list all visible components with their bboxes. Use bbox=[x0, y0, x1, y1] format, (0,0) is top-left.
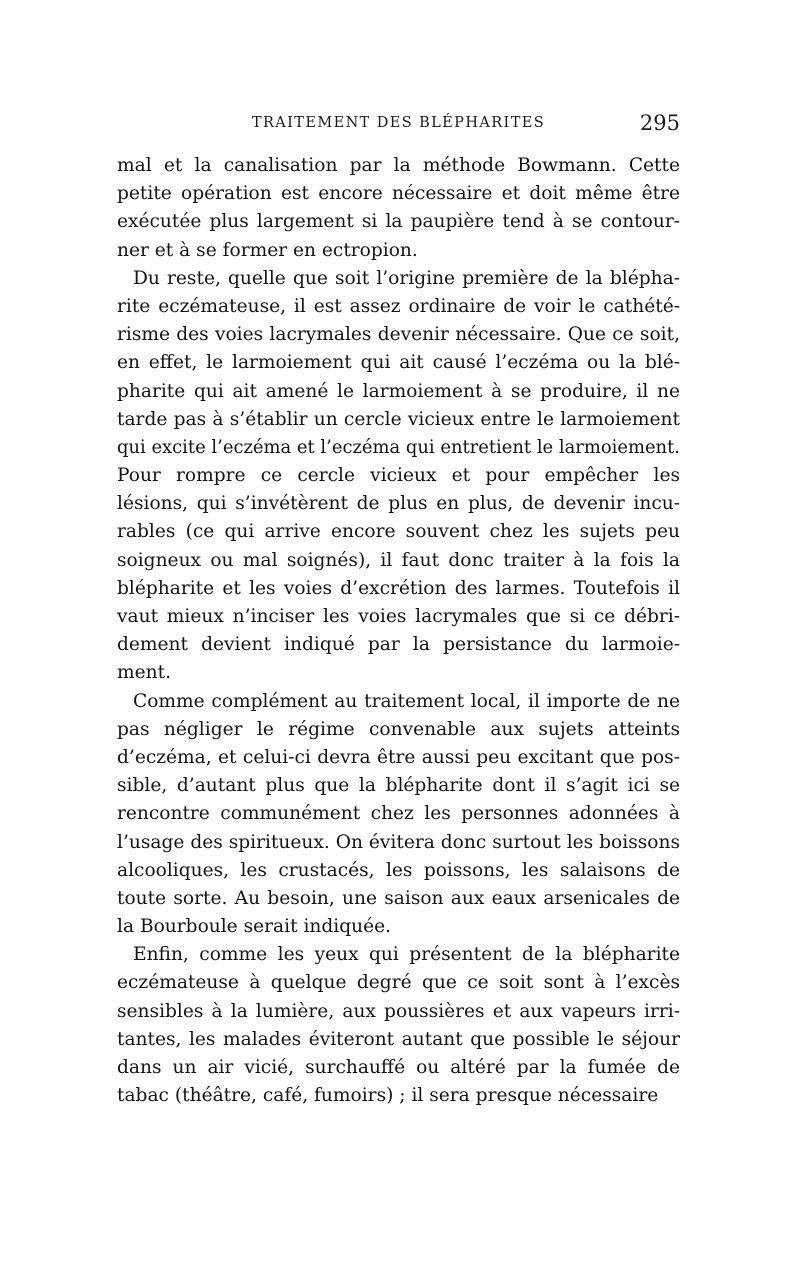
text-line: Du reste, quelle que soit l’origine première de la blépha- bbox=[133, 267, 680, 289]
text-line: lésions, qui s’invétèrent de plus en plus, de devenir incu- bbox=[117, 493, 680, 515]
text-line: rencontre communément chez les personnes adonnées à bbox=[117, 803, 680, 825]
text-line: rables (ce qui arrive encore souvent chez les sujets peu bbox=[117, 521, 680, 543]
text-line: ment. bbox=[117, 662, 171, 684]
text-line: Comme complément au traitement local, il importe de ne bbox=[133, 690, 680, 712]
text-line: tabac (théâtre, café, fumoirs) ; il sera presque nécessaire bbox=[117, 1085, 659, 1107]
text-body bbox=[117, 152, 680, 1110]
text-line: Pour rompre ce cercle vicieux et pour empêcher les bbox=[117, 465, 680, 487]
page-number: 295 bbox=[639, 111, 680, 135]
text-line: Enfin, comme les yeux qui présentent de la blépharite bbox=[133, 944, 680, 966]
text-line: en effet, le larmoiement qui ait causé l’eczéma ou la blé- bbox=[117, 352, 680, 374]
text-line: mal et la canalisation par la méthode Bowmann. Cette bbox=[117, 155, 680, 176]
text-line: la Bourboule serait indiquée. bbox=[117, 916, 392, 938]
text-line: tantes, les malades éviteront autant que possible le séjour bbox=[117, 1028, 680, 1050]
text-line: vaut mieux n’inciser les voies lacrymales que si ce débri- bbox=[117, 606, 680, 627]
text-line: eczémateuse à quelque degré que ce soit sont à l’excès bbox=[117, 972, 680, 994]
paragraph bbox=[117, 265, 680, 688]
text-line: tarde pas à s’établir un cercle vicieux entre le larmoiement bbox=[117, 408, 680, 430]
paragraph bbox=[117, 941, 680, 1110]
text-line: sensibles à la lumière, aux poussières et aux vapeurs irri- bbox=[117, 1000, 680, 1022]
text-line: dement devient indiqué par la persistance du larmoie- bbox=[117, 634, 680, 656]
text-line: alcooliques, les crustacés, les poissons, les salaisons de bbox=[117, 859, 680, 881]
text-line: pharite qui ait amené le larmoiement à se produire, il ne bbox=[117, 380, 680, 402]
text-line: ner et à se former en ectropion. bbox=[117, 239, 418, 261]
running-title: TRAITEMENT DES BLÉPHARITES bbox=[251, 115, 546, 131]
text-line: petite opération est encore nécessaire et doit même être bbox=[117, 183, 680, 205]
text-line: blépharite et les voies d’excrétion des larmes. Toutefois il bbox=[117, 577, 680, 599]
text-line: exécutée plus largement si la paupière tend à se contour- bbox=[117, 211, 680, 233]
text-line: qui excite l’eczéma et l’eczéma qui entretient le larmoiement. bbox=[117, 436, 680, 458]
text-line: l’usage des spiritueux. On évitera donc surtout les boissons bbox=[117, 831, 680, 853]
text-line: pas négliger le régime convenable aux sujets atteints bbox=[117, 718, 680, 740]
text-line: sible, d’autant plus que la blépharite dont il s’agit ici se bbox=[117, 775, 680, 797]
text-line: d’eczéma, et celui-ci devra être aussi peu excitant que pos- bbox=[117, 746, 680, 768]
paragraph bbox=[117, 152, 680, 265]
text-line: dans un air vicié, surchauffé ou altéré par la fumée de bbox=[117, 1057, 680, 1078]
text-line: risme des voies lacrymales devenir nécessaire. Que ce soit, bbox=[117, 324, 680, 346]
running-head bbox=[117, 113, 680, 143]
text-line: soigneux ou mal soignés), il faut donc traiter à la fois la bbox=[117, 549, 680, 571]
text-line: rite eczémateuse, il est assez ordinaire de voir le cathété- bbox=[117, 295, 680, 317]
text-line: toute sorte. Au besoin, une saison aux eaux arsenicales de bbox=[117, 887, 680, 909]
paragraph bbox=[117, 688, 680, 942]
